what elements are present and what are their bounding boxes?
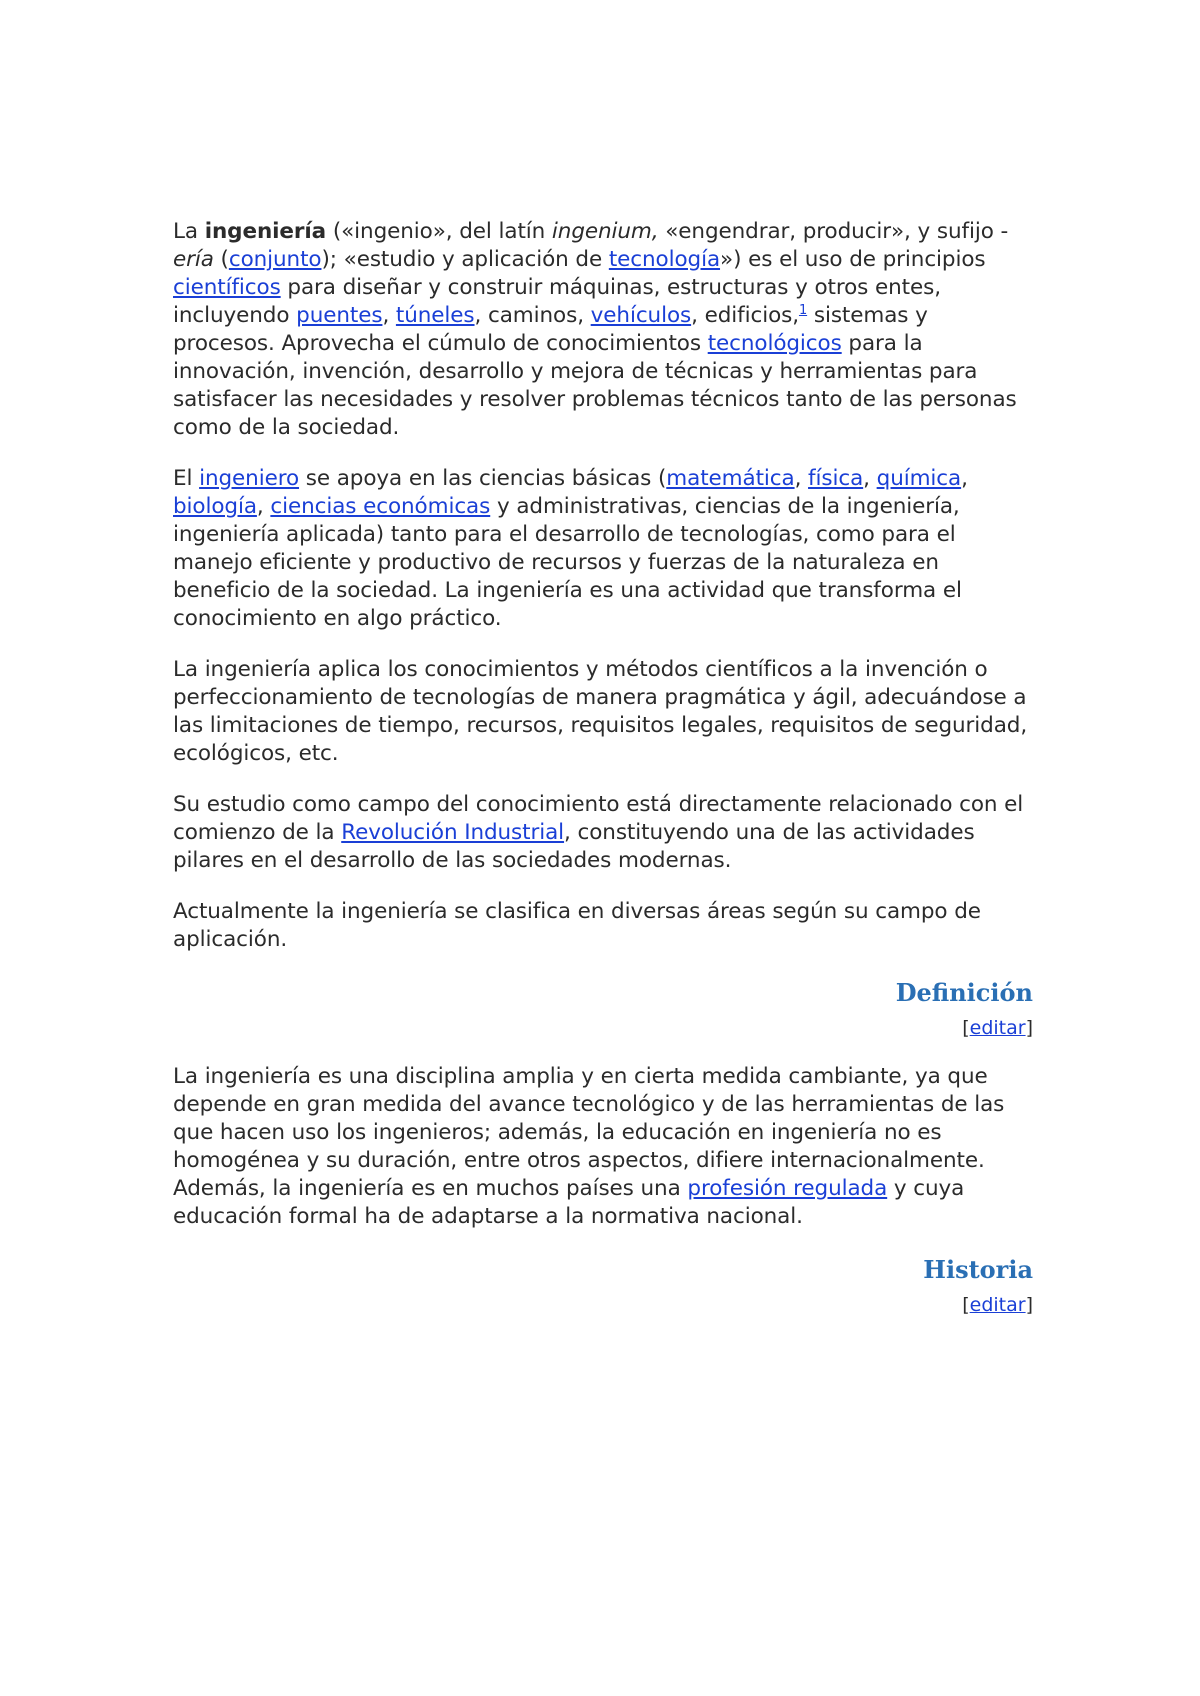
link-vehiculos[interactable]: vehículos [590, 303, 692, 328]
text: , edificios, [691, 303, 799, 328]
article-body [173, 218, 1033, 1340]
text: , [794, 466, 809, 491]
link-profesion-regulada[interactable]: profesión regulada [687, 1176, 888, 1201]
footnote-ref [799, 303, 807, 318]
text: ); «estudio y aplicación de [321, 247, 609, 272]
text: y cuya educación formal ha de adaptarse a la normativa nacional. [173, 1176, 965, 1229]
paragraph-actualmente: Actualmente la ingeniería se clasifica en diversas áreas según su campo de aplicación. [173, 899, 981, 952]
bold-term: ingeniería [204, 219, 327, 244]
link-tuneles[interactable]: túneles [395, 303, 475, 328]
text: , constituyendo una de las actividades pilares en el desarrollo de las sociedades modernas. [173, 820, 975, 873]
text: El [173, 466, 200, 491]
text: se apoya en las ciencias básicas ( [299, 466, 667, 491]
text: , [961, 466, 968, 491]
text: La ingeniería es una disciplina amplia y en cierta medida cambiante, ya que depende en gran medida del avance tecnológico y de las herramientas de las que hacen uso los ingenieros; además, la educación en ingeniería no es homogénea y su duración, entre otros aspectos, difiere internacionalmente. Además, la ingeniería es en muchos países una [173, 1064, 1005, 1201]
text: para la innovación, invención, desarrollo y mejora de técnicas y herramientas para satisfacer las necesidades y resolver problemas técnicos tanto de las personas como de la sociedad. [173, 331, 1017, 440]
text: para diseñar y construir máquinas, estructuras y otros entes, incluyendo [173, 275, 941, 328]
link-revolucion-industrial[interactable]: Revolución Industrial [341, 820, 565, 845]
paragraph-definicion [173, 1063, 1033, 1231]
link-quimica[interactable]: química [876, 466, 962, 491]
text: Su estudio como campo del conocimiento está directamente relacionado con el comienzo de la [173, 792, 1024, 845]
link-tecnologia[interactable]: tecnología [608, 247, 721, 272]
bracket: [ [962, 1017, 970, 1039]
link-tecnologicos[interactable]: tecnológicos [707, 331, 842, 356]
footnote-link[interactable]: 1 [798, 302, 808, 318]
bracket: ] [1025, 1017, 1033, 1039]
edit-section-definicion [173, 1013, 1033, 1043]
text: («ingenio», del latín [326, 219, 552, 244]
edit-section-historia [173, 1290, 1033, 1320]
link-ingeniero[interactable]: ingeniero [199, 466, 300, 491]
text: «engendrar, producir», y sufijo - [658, 219, 1009, 244]
text: ») es el uso de principios [720, 247, 986, 272]
paragraph-intro [173, 218, 1033, 442]
italic-term: ingenium, [551, 219, 659, 244]
text: y administrativas, ciencias de la ingeniería, ingeniería aplicada) tanto para el desarrollo de tecnologías, como para el manejo eficiente y productivo de recursos y fuerzas de la naturaleza en beneficio de la sociedad. La ingeniería es una actividad que transforma el conocimiento en algo práctico. [173, 494, 962, 631]
paragraph-ingeniero [173, 465, 1033, 633]
bracket: [ [962, 1294, 970, 1316]
paragraph-estudio [173, 791, 1033, 875]
link-biologia[interactable]: biología [173, 494, 257, 519]
text: , [863, 466, 877, 491]
link-puentes[interactable]: puentes [296, 303, 383, 328]
text: , caminos, [474, 303, 591, 328]
text: , [256, 494, 271, 519]
bracket: ] [1025, 1294, 1033, 1316]
paragraph-aplicacion: La ingeniería aplica los conocimientos y métodos científicos a la invención o perfeccionamiento de tecnologías de manera pragmática y ágil, adecuándose a las limitaciones de tiempo, recursos, requisitos legales, requisitos de seguridad, ecológicos, etc. [173, 657, 1028, 766]
edit-link-definicion[interactable]: editar [969, 1017, 1026, 1039]
text: , [382, 303, 396, 328]
text: La [173, 219, 205, 244]
heading-definicion: Definición [895, 978, 1033, 1007]
link-conjunto[interactable]: conjunto [228, 247, 322, 272]
italic-suffix: ería [173, 247, 214, 272]
link-matematica[interactable]: matemática [666, 466, 795, 491]
heading-historia: Historia [923, 1255, 1033, 1284]
link-ciencias-economicas[interactable]: ciencias económicas [270, 494, 491, 519]
link-fisica[interactable]: física [808, 466, 864, 491]
text: ( [213, 247, 229, 272]
link-cientificos[interactable]: científicos [173, 275, 281, 300]
text: sistemas y procesos. Aprovecha el cúmulo de conocimientos [173, 303, 928, 356]
edit-link-historia[interactable]: editar [969, 1294, 1026, 1316]
